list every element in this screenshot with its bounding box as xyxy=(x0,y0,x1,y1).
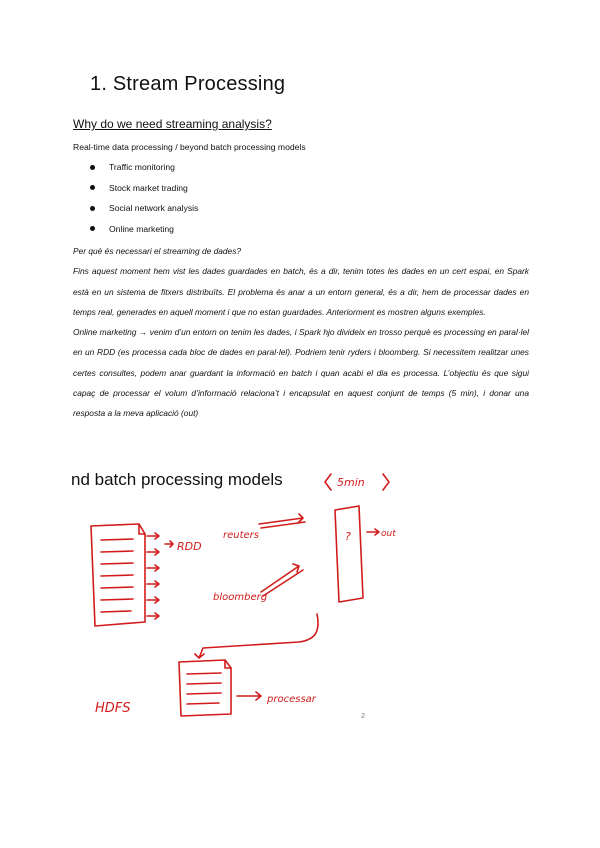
annotation-process: processar xyxy=(267,694,316,705)
annotation-hdfs: HDFS xyxy=(95,701,131,716)
section-number: 1. xyxy=(90,73,108,95)
annotation-query: ? xyxy=(345,530,351,543)
process-arrow xyxy=(237,692,261,700)
hdfs-document xyxy=(179,660,231,716)
partition-arrows xyxy=(147,533,159,619)
section-heading xyxy=(90,73,285,96)
stream-window xyxy=(335,506,363,602)
bullet-icon xyxy=(90,185,95,190)
annotated-slide-image xyxy=(67,462,409,727)
annotation-bloomberg: bloomberg xyxy=(213,592,268,603)
persist-arrow xyxy=(195,614,318,658)
list-item: Social network analysis xyxy=(90,202,198,223)
paragraph-online-marketing: Online marketing → venim d’un entorn on tenim les dades, i Spark hjo divideix en trosso perquè es processing en paral·lel en un RDD (es processa cada bloc de dades en paral·lel). Podriem tenir ryders i bloomberg. Si necessitem realitzar unes certes consultes, podem anar guardant la informació en batch i quan acabi el dia es processa. L’objectiu és que sigui capaç de processar el volum d’informació relaciona’t i encapsulat en aquest conjunt de temps (5 min), i donar una resposta a la meva aplicació (out) xyxy=(73,327,529,419)
list-item: Online marketing xyxy=(90,223,198,244)
annotation-out: out xyxy=(381,529,396,539)
paragraph-batch: Fins aquest moment hem vist les dades guardades en batch, és a dir, tenim totes les dades en un cert espai, en Spark està en un sistema de fitxers distribuïts. El problema és anar a un entorn general, és a dir, hem de processar dades en temps real, generades en aquell moment i que no estan guardades. Anteriorment es mostren alguns exemples. xyxy=(73,266,529,317)
annotation-window: 5min xyxy=(337,476,365,489)
annotation-reuters: reuters xyxy=(223,530,259,541)
bullet-icon xyxy=(90,165,95,170)
slide-page-number: 2 xyxy=(361,713,365,720)
slide-title: nd batch processing models xyxy=(71,470,283,489)
intro-line: Real-time data processing / beyond batch processing models xyxy=(73,142,306,152)
handwritten-diagram xyxy=(67,462,409,727)
list-item: Stock market trading xyxy=(90,182,198,203)
subheading: Why do we need streaming analysis? xyxy=(73,117,272,131)
output-arrow xyxy=(367,529,379,535)
bloomberg-arrow xyxy=(261,564,299,592)
body-text xyxy=(73,241,529,424)
paragraph-question: Per què és necessari el streaming de dades? xyxy=(73,246,242,256)
bullet-icon xyxy=(90,226,95,231)
bullet-list xyxy=(90,161,198,243)
annotation-rdd: RDD xyxy=(177,540,202,553)
section-title: Stream Processing xyxy=(112,73,286,95)
list-item: Traffic monitoring xyxy=(90,161,198,182)
bullet-icon xyxy=(90,206,95,211)
